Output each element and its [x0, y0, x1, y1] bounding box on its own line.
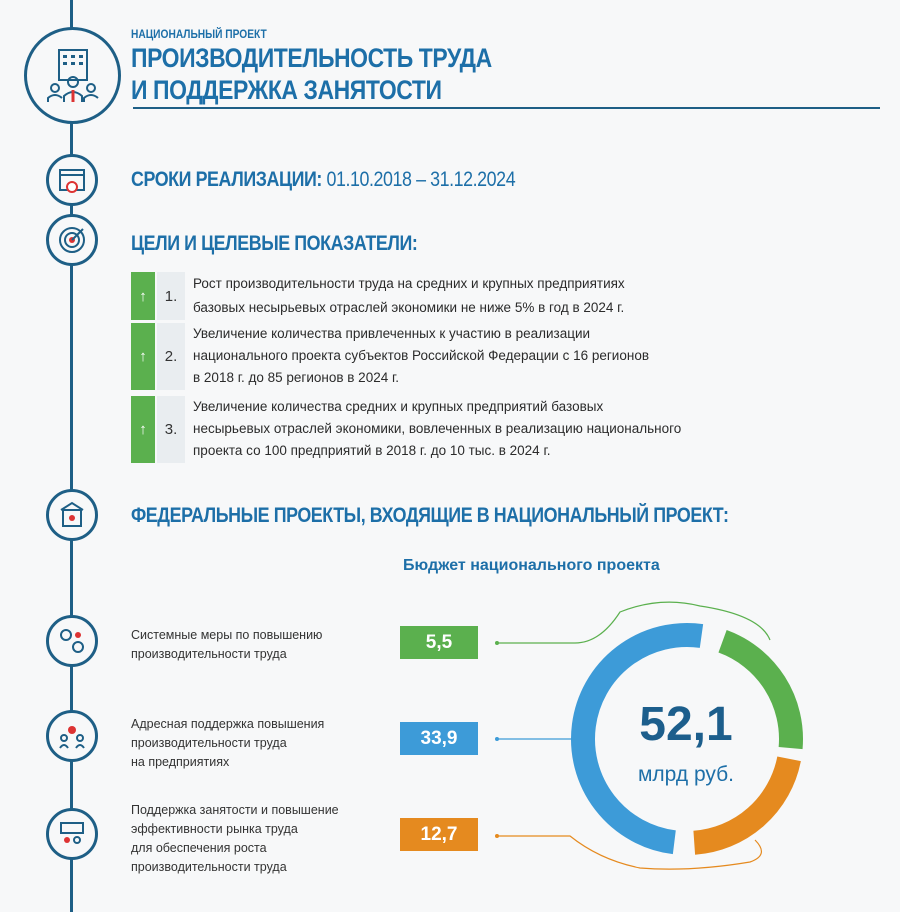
page-title-line2: И ПОДДЕРЖКА ЗАНЯТОСТИ	[131, 75, 442, 105]
project-label-line: производительности труда	[131, 647, 287, 661]
federal-heading: ФЕДЕРАЛЬНЫЕ ПРОЕКТЫ, ВХОДЯЩИЕ В НАЦИОНАЛЬНЫЙ ПРОЕКТ:	[131, 504, 729, 527]
connector-dot	[495, 641, 499, 645]
budget-unit: млрд руб.	[637, 763, 735, 786]
connector-dot	[495, 737, 499, 741]
goal-text: несырьевых отраслей экономики, вовлеченных в реализацию национального	[193, 421, 682, 436]
project-label-line: для обеспечения роста	[131, 841, 267, 855]
budget-total: 52,1	[639, 698, 733, 751]
project-label-line: производительности труда	[131, 860, 287, 874]
goal-text: Увеличение количества привлеченных к участию в реализации	[193, 326, 591, 341]
value-badge-green: 5,5	[400, 626, 478, 659]
page-title-line1: ПРОИЗВОДИТЕЛЬНОСТЬ ТРУДА	[131, 43, 492, 73]
connector-dot	[495, 834, 499, 838]
value-badge-blue: 33,9	[400, 722, 478, 755]
project-label-line: на предприятиях	[131, 755, 230, 769]
project-label-line: Адресная поддержка повышения	[131, 717, 325, 731]
project-label-line: эффективности рынка труда	[131, 822, 298, 836]
arrow-up-icon: ↑	[131, 323, 155, 390]
project-label-line: Системные меры по повышению	[131, 628, 323, 642]
goal-text: Увеличение количества средних и крупных предприятий базовых	[193, 399, 604, 414]
value-badge-orange: 12,7	[400, 818, 478, 851]
goal-number: 3.	[157, 396, 185, 463]
timeline-value: 01.10.2018 – 31.12.2024	[326, 168, 516, 191]
goal-text: в 2018 г. до 85 регионов в 2024 г.	[193, 370, 399, 385]
goal-text: базовых несырьевых отраслей экономики не ниже 5% в год в 2024 г.	[193, 300, 625, 315]
arrow-up-icon: ↑	[131, 396, 155, 463]
project-label-line: Поддержка занятости и повышение	[131, 803, 339, 817]
goal-text: Рост производительности труда на средних и крупных предприятиях	[193, 276, 625, 291]
goal-text: национального проекта субъектов Российской Федерации с 16 регионов	[193, 348, 649, 363]
arrow-up-icon: ↑	[131, 272, 155, 320]
timeline-label-text: СРОКИ РЕАЛИЗАЦИИ:	[131, 168, 322, 191]
goal-text: проекта со 100 предприятий в 2018 г. до 10 тыс. в 2024 г.	[193, 443, 551, 458]
kicker: НАЦИОНАЛЬНЫЙ ПРОЕКТ	[131, 27, 267, 41]
project-label-line: производительности труда	[131, 736, 287, 750]
goal-number: 1.	[157, 272, 185, 320]
budget-title: Бюджет национального проекта	[403, 557, 660, 574]
goal-number: 2.	[157, 323, 185, 390]
goals-heading: ЦЕЛИ И ЦЕЛЕВЫЕ ПОКАЗАТЕЛИ:	[131, 232, 418, 255]
